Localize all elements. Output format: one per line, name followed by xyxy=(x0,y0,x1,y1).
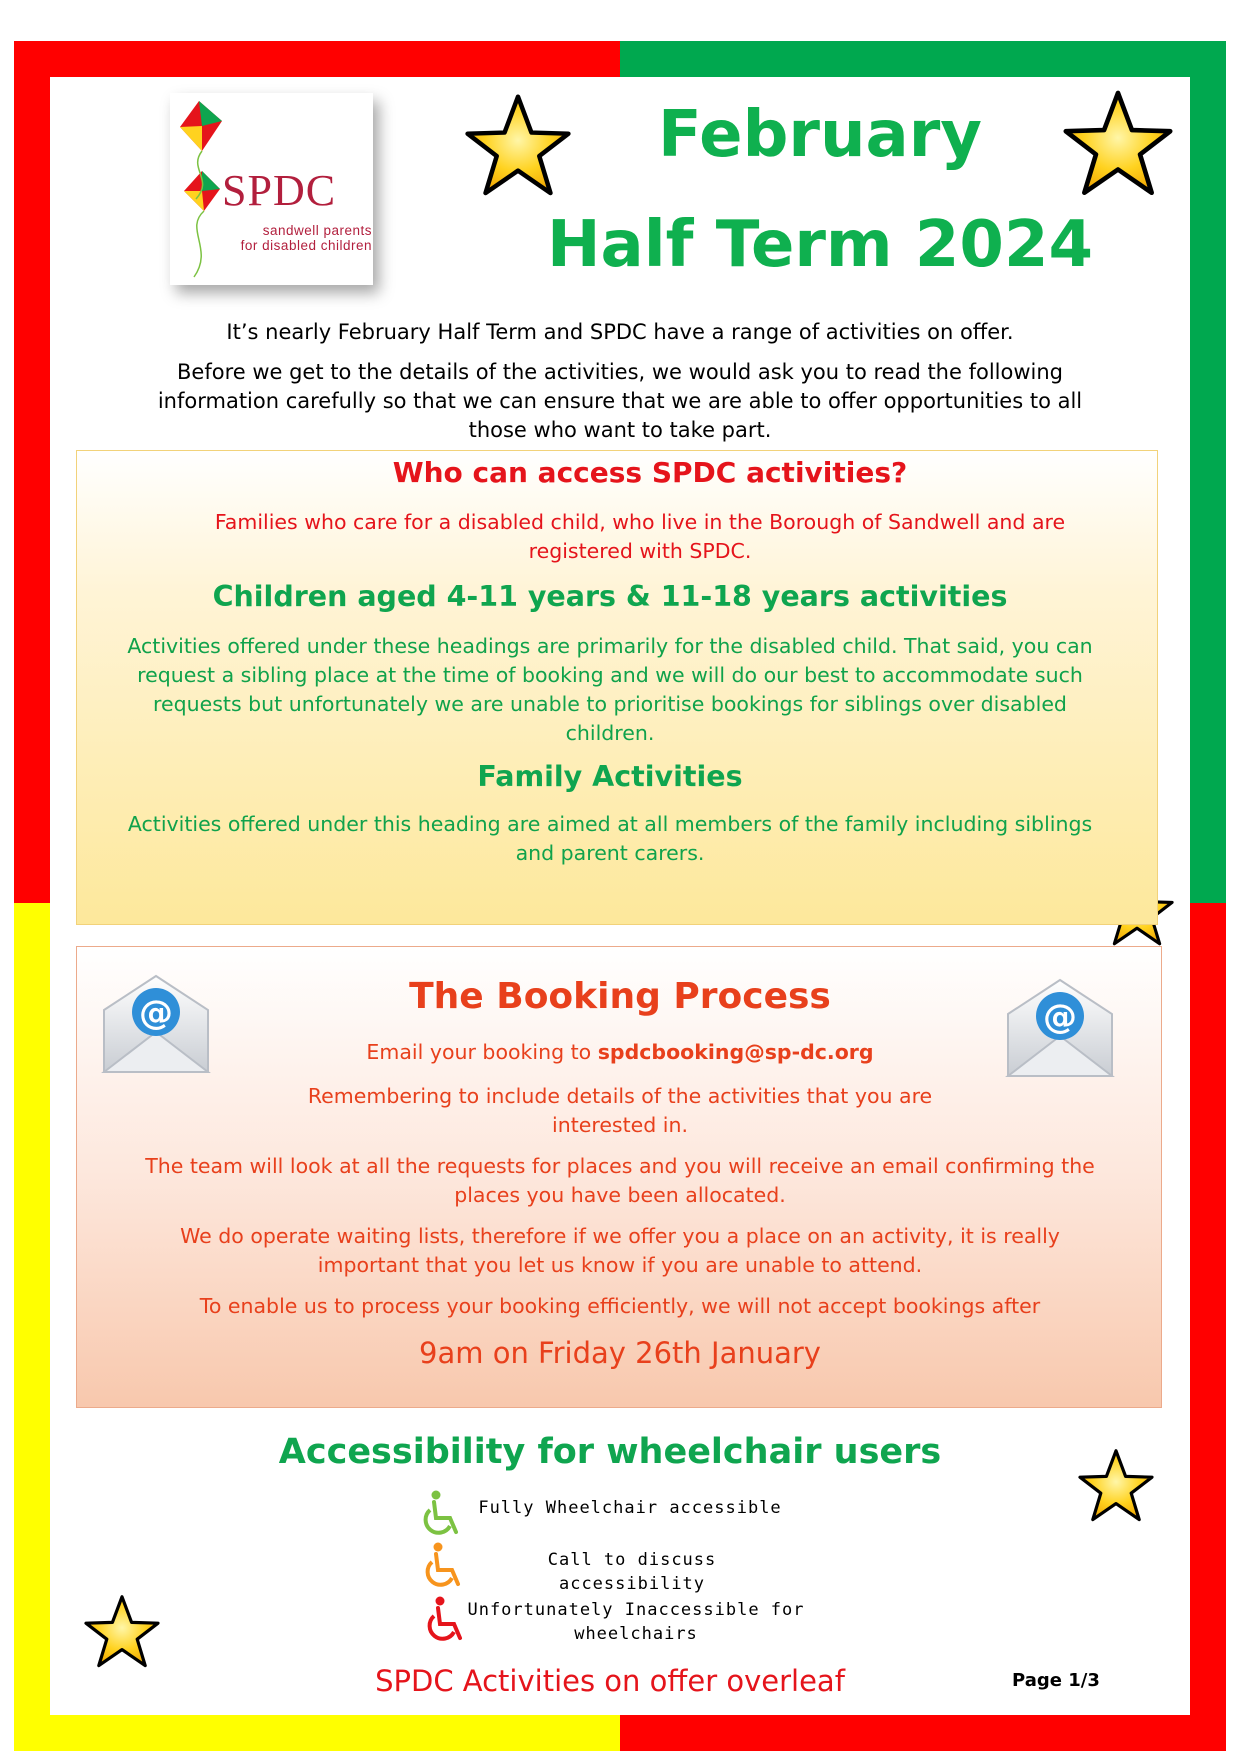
legend-accessible-label: Fully Wheelchair accessible xyxy=(478,1498,782,1518)
star-icon xyxy=(82,1592,162,1672)
children-text-line: request a sibling place at the time of booking and we will do our best to accommodate such xyxy=(137,663,1083,687)
email-envelope-icon xyxy=(1000,974,1120,1084)
overleaf-note: SPDC Activities on offer overleaf xyxy=(375,1664,845,1698)
access-text-line: registered with SPDC. xyxy=(528,539,752,563)
legend-inaccessible-line: Unfortunately Inaccessible for xyxy=(467,1600,805,1620)
spdc-logo xyxy=(170,93,373,285)
star-icon xyxy=(1076,1446,1156,1526)
booking-text-line: Remembering to include details of the activities that you are xyxy=(307,1084,933,1108)
booking-text-line: interested in. xyxy=(552,1113,688,1137)
title-line-2: Half Term 2024 xyxy=(546,208,1094,282)
booking-text-line: important that you let us know if you are unable to attend. xyxy=(317,1253,923,1277)
access-heading: Who can access SPDC activities? xyxy=(392,456,908,489)
family-text-line: Activities offered under this heading are aimed at all members of the family including siblings xyxy=(127,812,1093,836)
children-text xyxy=(80,632,1140,748)
page-number: Page 1/3 xyxy=(1012,1670,1100,1691)
access-text xyxy=(160,508,1120,566)
booking-deadline-intro: To enable us to process your booking efficiently, we will not accept bookings after xyxy=(199,1294,1041,1318)
logo-name: SPDC xyxy=(222,166,337,215)
booking-waiting xyxy=(80,1222,1160,1280)
booking-text-line: We do operate waiting lists, therefore if we offer you a place on an activity, it is really xyxy=(180,1224,1060,1248)
booking-text-line: The team will look at all the requests for places and you will receive an email confirming the xyxy=(145,1154,1095,1178)
email-envelope-icon xyxy=(96,970,216,1080)
legend-inaccessible-line: wheelchairs xyxy=(574,1624,698,1644)
booking-heading: The Booking Process xyxy=(409,976,831,1017)
booking-email-link[interactable]: spdcbooking@sp-dc.org xyxy=(597,1040,874,1064)
booking-text-line: places you have been allocated. xyxy=(454,1183,786,1207)
children-text-line: requests but unfortunately we are unable to prioritise bookings for siblings over disabled xyxy=(153,692,1067,716)
star-icon xyxy=(1060,86,1176,202)
legend-call-label: Call to discuss accessibility xyxy=(547,1550,717,1594)
accessibility-heading: Accessibility for wheelchair users xyxy=(278,1432,942,1472)
children-heading: Children aged 4-11 years & 11-18 years activities xyxy=(212,580,1008,613)
intro-paragraph-1: It’s nearly February Half Term and SPDC have a range of activities on offer. xyxy=(226,320,1014,344)
children-text-line: Activities offered under these headings are primarily for the disabled child. That said, you can xyxy=(127,634,1093,658)
intro-paragraph-2 xyxy=(90,358,1150,445)
logo-subtitle xyxy=(212,223,372,253)
logo-subtitle-line: for disabled children xyxy=(240,238,372,253)
intro-line: information carefully so that we can ensure that we are able to offer opportunities to all xyxy=(157,389,1083,413)
wheelchair-inaccessible-icon xyxy=(424,1596,468,1644)
svg-text:@: @ xyxy=(139,993,173,1033)
booking-team xyxy=(80,1152,1160,1210)
access-text-line: Families who care for a disabled child, who live in the Borough of Sandwell and are xyxy=(214,510,1066,534)
intro-line: those who want to take part. xyxy=(468,418,772,442)
booking-email-line xyxy=(240,1040,1000,1064)
title-line-1: February xyxy=(658,98,982,172)
booking-remember xyxy=(240,1082,1000,1140)
family-heading: Family Activities xyxy=(477,760,743,793)
star-icon xyxy=(462,90,574,202)
svg-text:@: @ xyxy=(1043,997,1077,1037)
wheelchair-accessible-icon xyxy=(420,1490,464,1536)
booking-deadline: 9am on Friday 26th January xyxy=(419,1336,821,1370)
family-text xyxy=(80,810,1140,868)
legend-inaccessible-label xyxy=(466,1598,806,1646)
intro-line: Before we get to the details of the activities, we would ask you to read the following xyxy=(177,360,1063,384)
family-text-line: and parent carers. xyxy=(515,841,705,865)
booking-email-prefix: Email your booking to xyxy=(366,1040,598,1064)
logo-subtitle-line: sandwell parents xyxy=(262,223,372,238)
wheelchair-call-icon xyxy=(422,1542,466,1588)
children-text-line: children. xyxy=(565,721,655,745)
